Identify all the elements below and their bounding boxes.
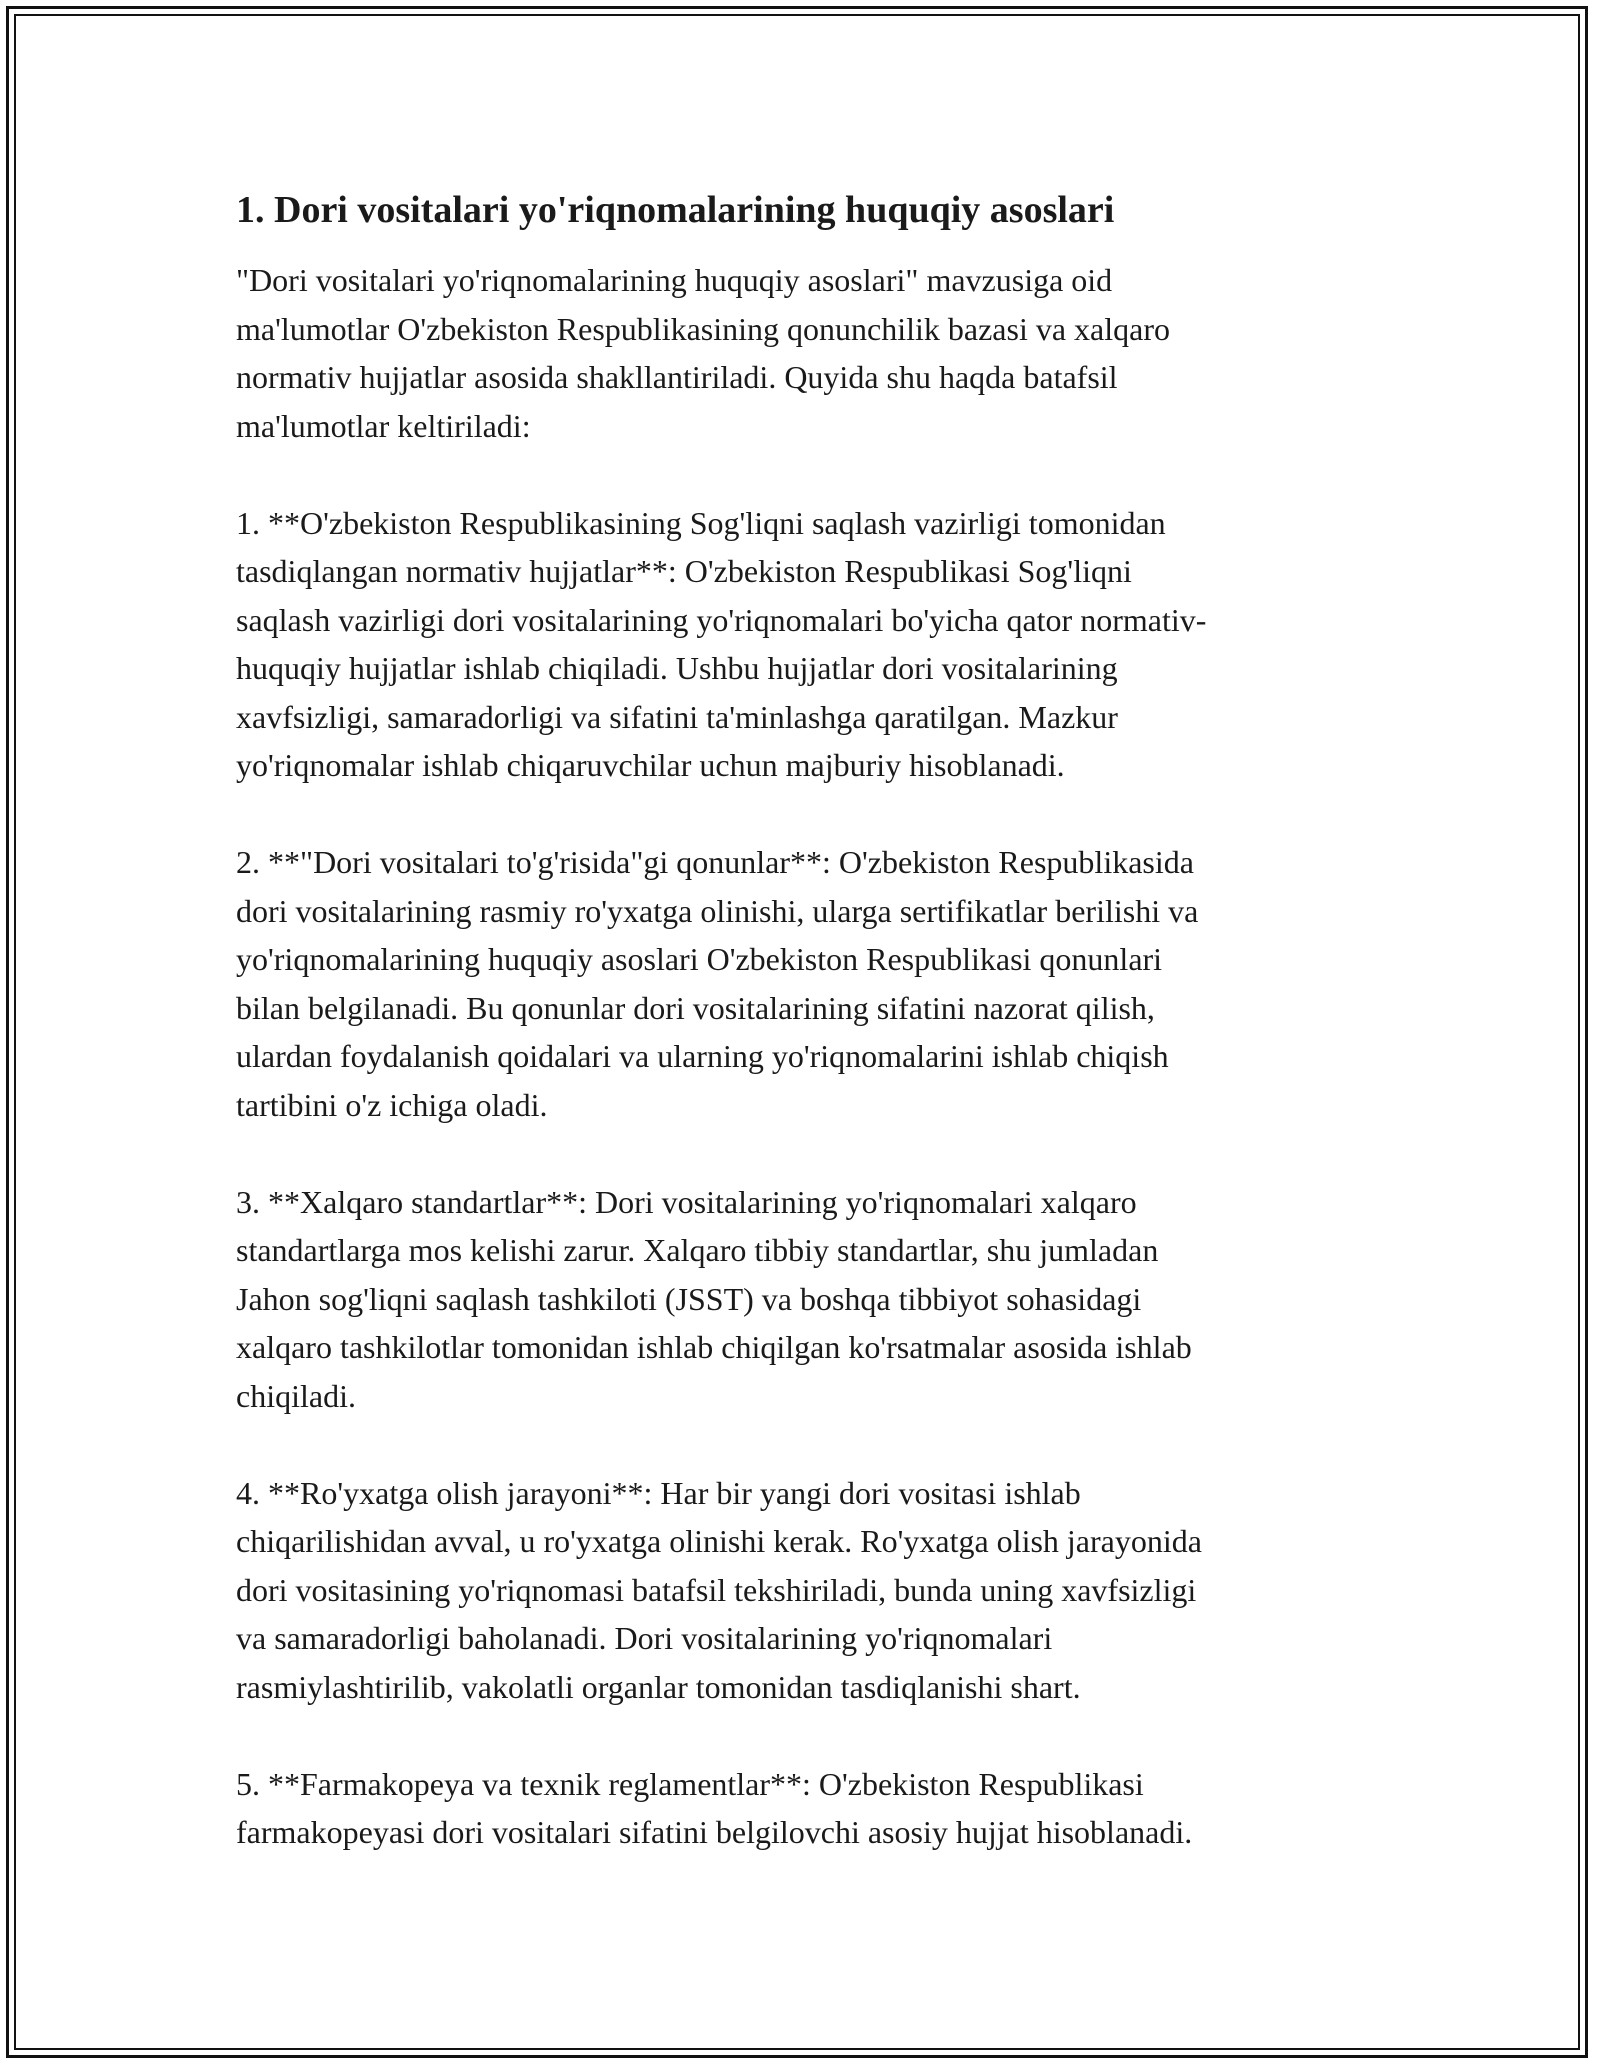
text-line: dori vositalarining rasmiy ro'yxatga olinishi, ularga sertifikatlar berilishi va: [236, 892, 1199, 929]
section-heading: 1. Dori vositalari yo'riqnomalarining huquqiy asoslari: [236, 189, 1115, 231]
text-line: farmakopeyasi dori vositalari sifatini belgilovchi asosiy hujjat hisoblanadi.: [236, 1814, 1193, 1850]
paragraph-item-4: [236, 1469, 1366, 1712]
text-line: rasmiylashtirilib, vakolatli organlar tomonidan tasdiqlanishi shart.: [236, 1668, 1081, 1705]
text-line: tasdiqlangan normativ hujjatlar**: O'zbekiston Respublikasi Sog'liqni: [236, 553, 1132, 589]
text-line: "Dori vositalari yo'riqnomalarining huquqiy asoslari" mavzusiga oid: [236, 262, 1113, 298]
paragraph-item-2: [236, 838, 1366, 1129]
text-line: ma'lumotlar keltiriladi:: [236, 407, 531, 444]
text-line: normativ hujjatlar asosida shakllantiriladi. Quyida shu haqda batafsil: [236, 359, 1118, 395]
text-line: ma'lumotlar O'zbekiston Respublikasining qonunchilik bazasi va xalqaro: [236, 310, 1170, 347]
text-line: bilan belgilanadi. Bu qonunlar dori vositalarining sifatini nazorat qilish,: [236, 989, 1155, 1026]
text-line: ulardan foydalanish qoidalari va ularning yo'riqnomalarini ishlab chiqish: [236, 1038, 1169, 1074]
text-line: 2. **"Dori vositalari to'g'risida"gi qonunlar**: O'zbekiston Respublikasida: [236, 844, 1194, 880]
text-line: Jahon sog'liqni saqlash tashkiloti (JSST) va boshqa tibbiyot sohasidagi: [236, 1280, 1142, 1317]
paragraph-intro: [236, 256, 1366, 450]
text-line: va samaradorligi baholanadi. Dori vositalarining yo'riqnomalari: [236, 1620, 1053, 1656]
text-line: huquqiy hujjatlar ishlab chiqiladi. Ushbu hujjatlar dori vositalarining: [236, 650, 1118, 686]
text-line: chiqarilishidan avval, u ro'yxatga olinishi kerak. Ro'yxatga olish jarayonida: [236, 1523, 1202, 1559]
document-body: [236, 186, 1366, 1857]
paragraph-item-1: [236, 499, 1366, 790]
text-line: 5. **Farmakopeya va texnik reglamentlar**: O'zbekiston Respublikasi: [236, 1765, 1144, 1802]
text-line: 1. **O'zbekiston Respublikasining Sog'liqni saqlash vazirligi tomonidan: [236, 504, 1166, 541]
text-line: yo'riqnomalar ishlab chiqaruvchilar uchun majburiy hisoblanadi.: [236, 747, 1065, 783]
text-line: 4. **Ro'yxatga olish jarayoni**: Har bir yangi dori vositasi ishlab: [236, 1474, 1081, 1511]
text-line: standartlarga mos kelishi zarur. Xalqaro tibbiy standartlar, shu jumladan: [236, 1232, 1159, 1268]
text-line: xalqaro tashkilotlar tomonidan ishlab chiqilgan ko'rsatmalar asosida ishlab: [236, 1329, 1192, 1365]
text-line: 3. **Xalqaro standartlar**: Dori vositalarining yo'riqnomalari xalqaro: [236, 1183, 1137, 1220]
text-line: tartibini o'z ichiga oladi.: [236, 1086, 548, 1123]
text-line: saqlash vazirligi dori vositalarining yo'riqnomalari bo'yicha qator normativ-: [236, 601, 1207, 638]
text-line: yo'riqnomalarining huquqiy asoslari O'zbekiston Respublikasi qonunlari: [236, 941, 1163, 977]
paragraph-item-3: [236, 1178, 1366, 1421]
text-line: chiqiladi.: [236, 1377, 356, 1414]
text-line: dori vositasining yo'riqnomasi batafsil tekshiriladi, bunda uning xavfsizligi: [236, 1571, 1197, 1608]
paragraph-item-5: [236, 1760, 1366, 1857]
text-line: xavfsizligi, samaradorligi va sifatini ta'minlashga qaratilgan. Mazkur: [236, 698, 1118, 735]
